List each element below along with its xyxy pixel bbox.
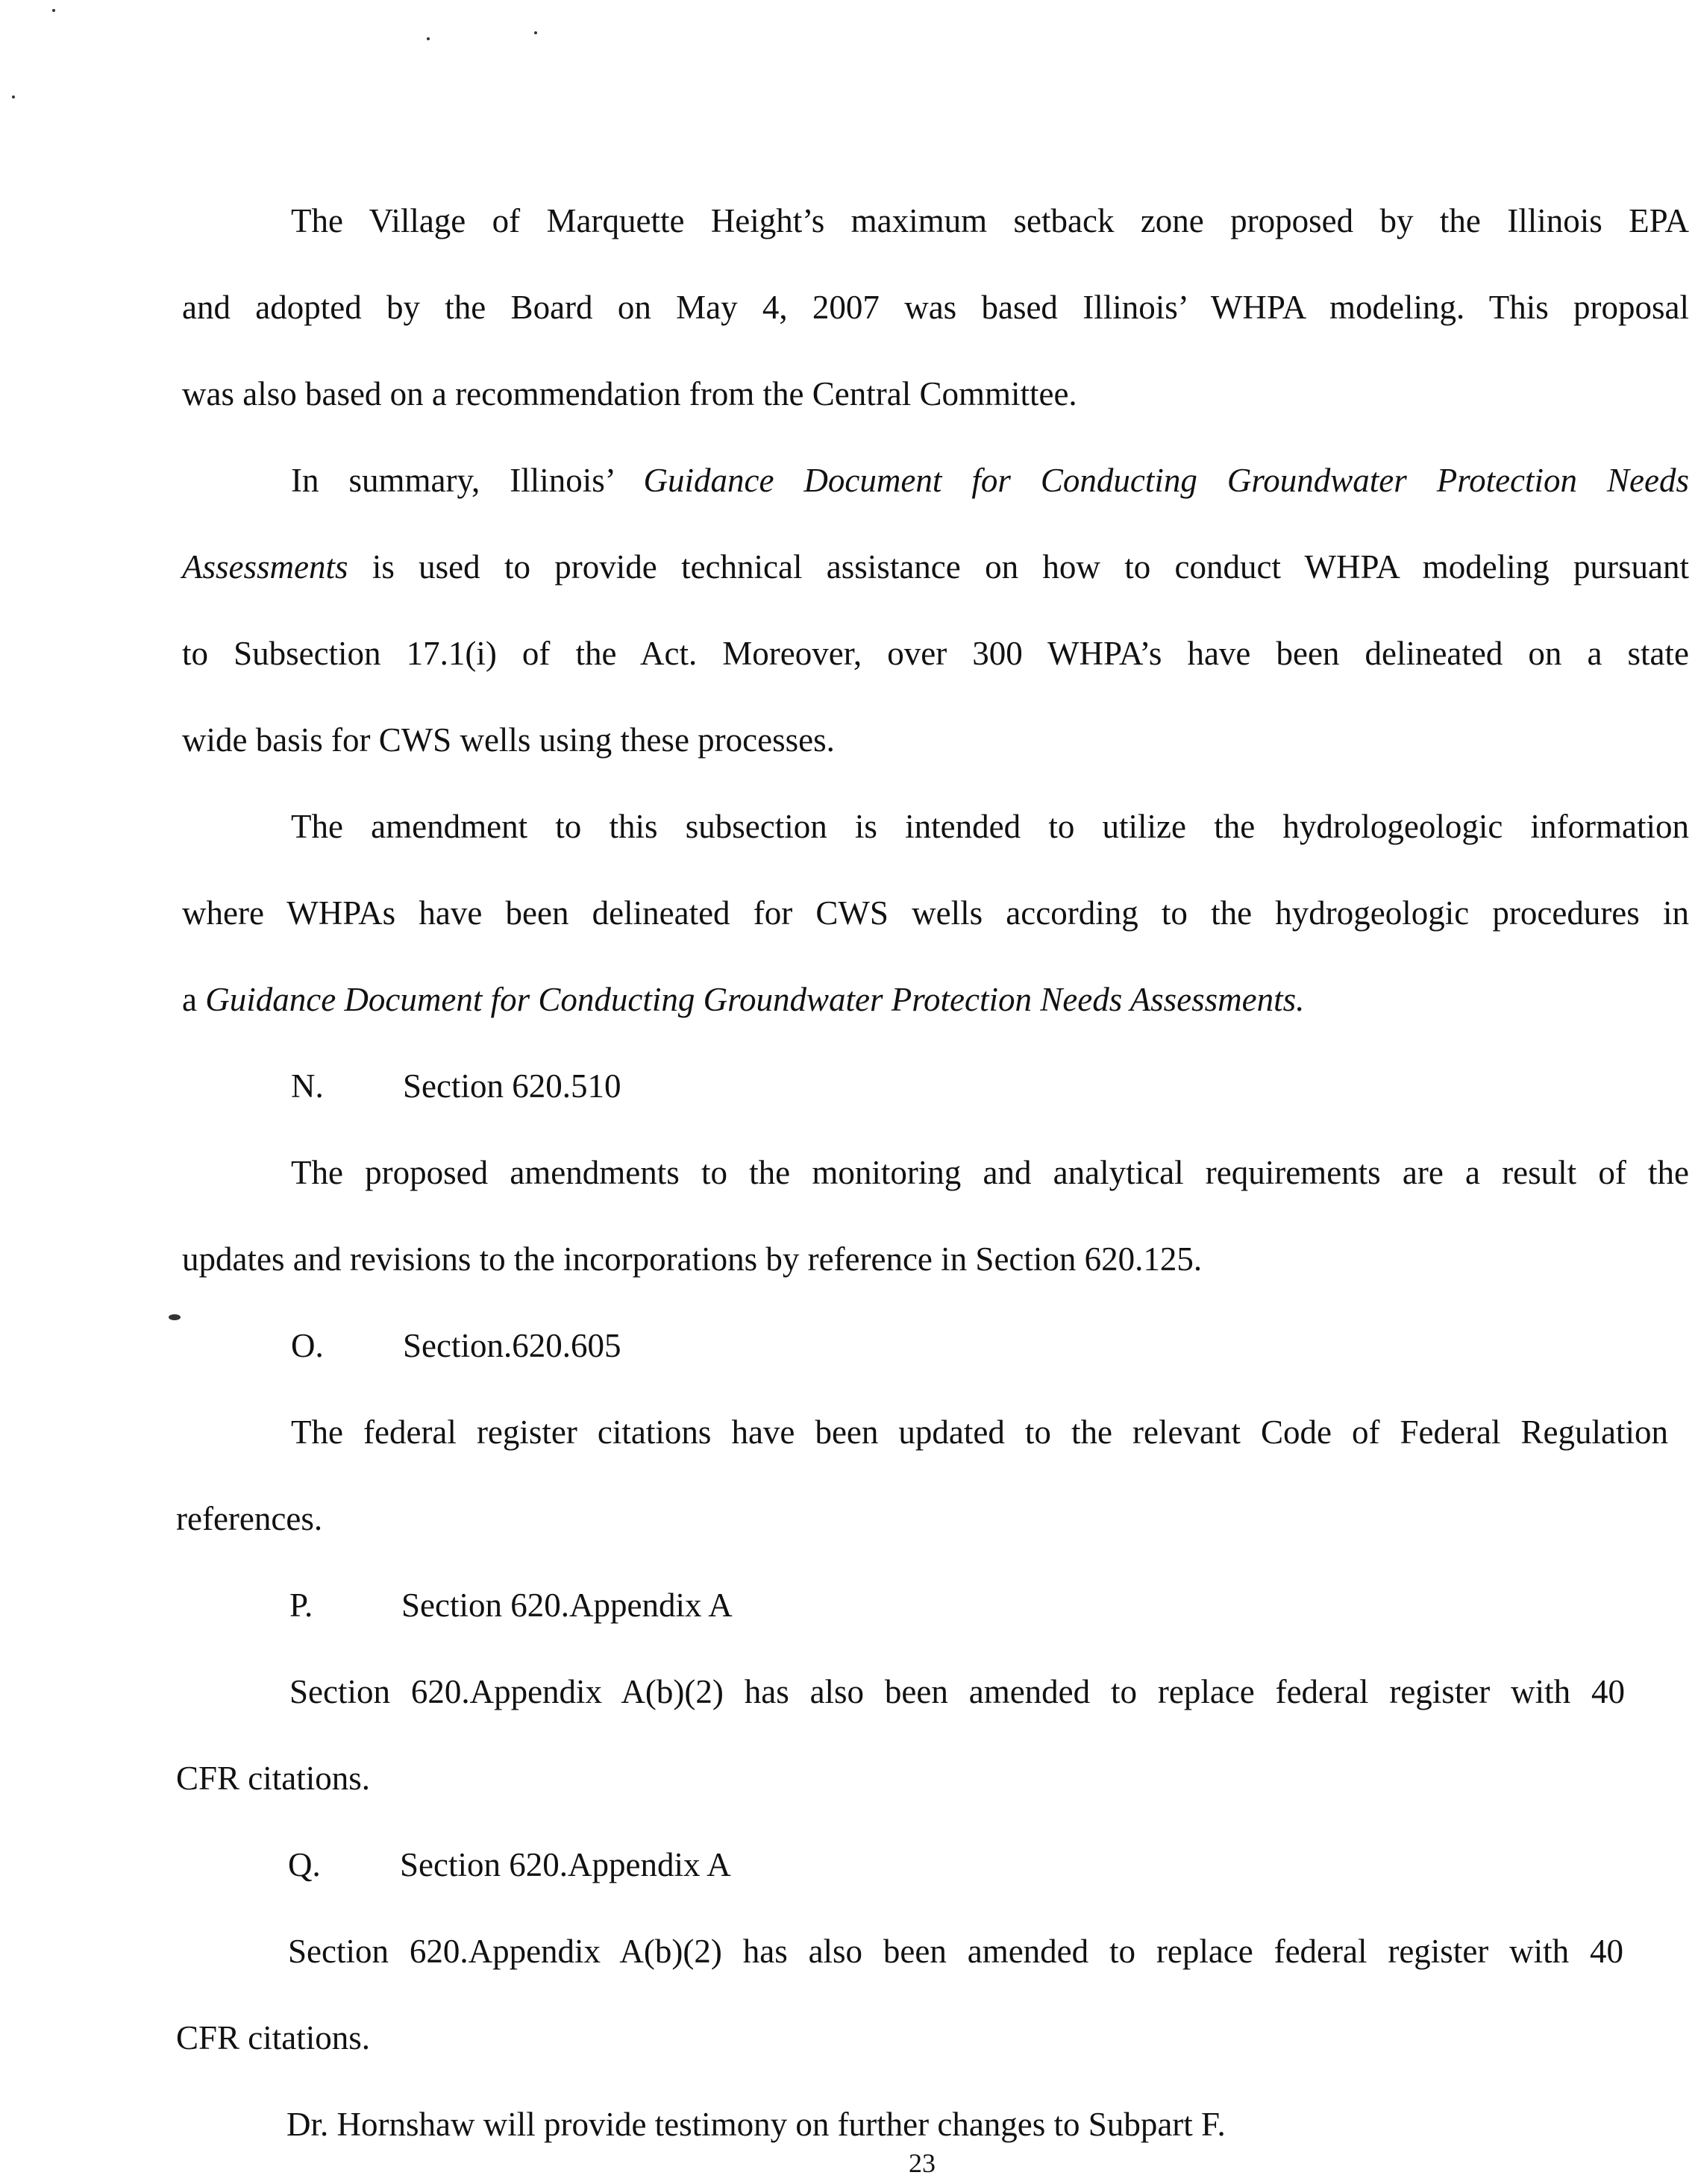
scan-speck — [52, 9, 55, 12]
guidance-document-title-ref: Guidance Document for Conducting Groundwater Protection Needs Assessments. — [205, 981, 1305, 1018]
section-q-line-2: CFR citations. — [176, 2019, 371, 2056]
paragraph-1-line-1: The Village of Marquette Height’s maximum setback zone proposed by the Illinois EPA — [291, 202, 1689, 239]
paragraph-2-line-1-prefix: In summary, Illinois’ — [291, 462, 644, 499]
section-o-letter: O. — [291, 1327, 324, 1364]
section-p-title: Section 620.Appendix A — [401, 1587, 733, 1624]
section-q-title: Section 620.Appendix A — [400, 1846, 731, 1883]
scan-speck — [12, 95, 15, 98]
guidance-document-title: Guidance Document for Conducting Groundwater Protection Needs — [643, 462, 1689, 499]
paragraph-2-line-1 — [291, 459, 1689, 501]
section-q-line-1: Section 620.Appendix A(b)(2) has also been amended to replace federal register with 40 — [288, 1933, 1623, 1970]
section-n-line-2: updates and revisions to the incorporations by reference in Section 620.125. — [182, 1240, 1203, 1278]
paragraph-3-line-2: where WHPAs have been delineated for CWS wells according to the hydrogeologic procedures in — [182, 894, 1689, 932]
scan-speck — [534, 31, 537, 34]
section-p-line-1: Section 620.Appendix A(b)(2) has also been amended to replace federal register with 40 — [289, 1673, 1625, 1710]
guidance-document-title-cont: Assessments — [182, 548, 348, 586]
section-p-letter: P. — [289, 1587, 313, 1624]
section-q-letter: Q. — [288, 1846, 321, 1883]
scan-speck — [169, 1314, 181, 1320]
paragraph-1-line-2: and adopted by the Board on May 4, 2007 was based Illinois’ WHPA modeling. This proposal — [182, 289, 1689, 326]
closing-line: Dr. Hornshaw will provide testimony on further changes to Subpart F. — [286, 2106, 1226, 2143]
page-number: 23 — [909, 2148, 936, 2178]
section-n-line-1: The proposed amendments to the monitoring and analytical requirements are a result of the — [291, 1154, 1689, 1191]
section-n-title: Section 620.510 — [403, 1067, 621, 1105]
paragraph-2-line-2 — [182, 546, 1689, 588]
section-o-title: Section.620.605 — [403, 1327, 621, 1364]
section-o-line-1: The federal register citations have been updated to the relevant Code of Federal Regulation — [291, 1413, 1668, 1451]
section-o-line-2: references. — [176, 1500, 323, 1537]
section-p-line-2: CFR citations. — [176, 1760, 371, 1797]
section-n-letter: N. — [291, 1067, 324, 1105]
paragraph-3-line-3-prefix: a — [182, 981, 206, 1018]
paragraph-3-line-3 — [182, 979, 1304, 1020]
paragraph-2-line-3: to Subsection 17.1(i) of the Act. Moreover, over 300 WHPA’s have been delineated on a state — [182, 635, 1689, 672]
scan-speck — [427, 37, 430, 40]
paragraph-1-line-3: was also based on a recommendation from the Central Committee. — [182, 375, 1077, 412]
paragraph-2-line-4: wide basis for CWS wells using these processes. — [182, 721, 835, 759]
paragraph-3-line-1: The amendment to this subsection is intended to utilize the hydrologeologic information — [291, 808, 1689, 845]
paragraph-2-line-2-suffix: is used to provide technical assistance on how to conduct WHPA modeling pursuant — [348, 548, 1689, 586]
